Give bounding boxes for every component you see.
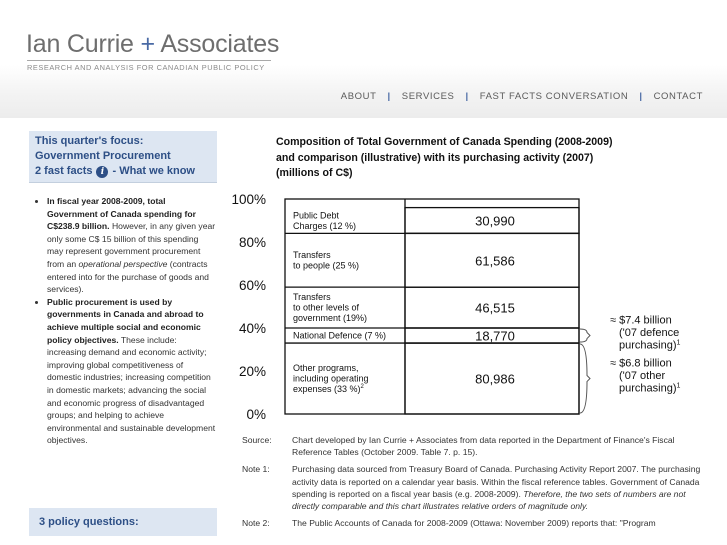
segment-label-line: including operating — [293, 373, 369, 384]
annotation-line: purchasing) — [619, 339, 677, 352]
chart-notes — [242, 434, 712, 534]
annotation-line: ≈ $6.8 billion — [610, 357, 672, 370]
y-tick-label: 20% — [238, 364, 266, 379]
annotation-text — [610, 358, 680, 395]
main-nav — [341, 91, 703, 102]
segment-label-line: government (19%) — [293, 313, 368, 324]
chart-title-line: Composition of Total Government of Canada Spending (2008-2009) — [276, 136, 613, 148]
facts-list — [29, 195, 217, 447]
logo-plus: + — [140, 30, 155, 58]
segment-label-line: National Defence (7 %) — [293, 330, 387, 341]
y-tick-label: 80% — [238, 235, 266, 250]
segment-label-line: Charges (12 %) — [293, 220, 357, 231]
note-source — [242, 434, 712, 458]
note-text: The Public Accounts of Canada for 2008-2009 (Ottawa: November 2009) reports that: "Program — [292, 518, 656, 529]
note-2 — [242, 517, 712, 529]
segment-label — [293, 250, 359, 271]
annotation-line: ≈ $7.4 billion — [610, 314, 672, 327]
data-label: 30,990 — [475, 213, 515, 229]
fast-facts-suffix: - What we know — [112, 165, 195, 177]
y-tick-label: 100% — [231, 192, 266, 207]
nav-separator: | — [387, 91, 391, 102]
data-label: 80,986 — [475, 371, 515, 387]
spending-chart — [228, 188, 708, 428]
site-logo[interactable] — [26, 30, 279, 59]
footnote-marker: 1 — [676, 339, 681, 347]
note-1 — [242, 463, 712, 512]
fact-1-text: However, in any given year only some C$ 15 billion of this spending may represent government procurement from an — [47, 221, 216, 269]
footnote-marker: 1 — [676, 382, 681, 390]
list-item — [47, 296, 217, 447]
y-tick-label: 0% — [246, 407, 266, 422]
segment-label — [293, 292, 367, 323]
policy-questions-heading[interactable]: 3 policy questions: — [29, 508, 217, 536]
sidebar — [29, 131, 217, 528]
fact-2-text: These include: increasing demand and economic activity; improving global competitiveness of domestic industries; increasing competition in domestic markets; advancing the social and economic progress of disadvantaged groups; and helping to achieve environmental and sustainable development objectives. — [47, 334, 216, 446]
data-label: 18,770 — [475, 328, 515, 344]
list-item — [47, 195, 217, 296]
note-1-text: Purchasing data sourced from Treasury Board of Canada. Purchasing Activity Report 2007. The purchasing activity data is reported on a calendar year basis. Within the fiscal reference tables. Government of Canada spending is reported on a fiscal year basis (e.g. 2008-2009). — [292, 464, 701, 499]
segment-label-line: Transfers — [293, 250, 331, 261]
info-icon[interactable]: i — [96, 166, 108, 178]
segment-label-line: Public Debt — [293, 210, 340, 221]
nav-services[interactable]: SERVICES — [401, 91, 455, 102]
fact-2-bold: Public procurement is used by governments in Canada and abroad to achieve multiple social and economic policy objectives. — [47, 296, 204, 345]
note-text — [292, 463, 712, 512]
chart-title-line: (millions of C$) — [276, 167, 353, 179]
data-label: 46,515 — [475, 300, 515, 316]
annotation-brace — [580, 329, 590, 342]
logo-name: Ian Currie — [26, 30, 134, 58]
note-1-italic: Therefore, the two sets of numbers are not directly comparable and this chart illustrates relative orders of magnitude only. — [292, 488, 686, 512]
annotation-text — [610, 315, 680, 352]
nav-separator: | — [465, 91, 469, 102]
data-label: 61,586 — [475, 253, 515, 269]
fast-facts-heading — [35, 164, 211, 179]
segment-label-line: expenses (33 %) — [293, 384, 361, 395]
segment-label — [293, 210, 356, 231]
footnote-marker: 2 — [360, 384, 364, 391]
chart-title — [276, 135, 656, 182]
nav-about[interactable]: ABOUT — [340, 91, 377, 102]
fast-facts-label: 2 fast facts — [35, 165, 93, 177]
focus-box — [29, 131, 217, 183]
segment-label-line: Transfers — [293, 292, 331, 303]
logo-suffix: Associates — [160, 30, 280, 58]
note-label: Note 2: — [242, 518, 270, 529]
segment-label — [293, 331, 386, 341]
annotation-line: purchasing) — [619, 382, 677, 395]
fact-1-tail: (contracts entered into for the purchase of goods and services). — [47, 258, 209, 295]
annotation-line: ('07 defence — [619, 327, 680, 340]
chart-title-line: and comparison (illustrative) with its purchasing activity (2007) — [276, 151, 594, 164]
logo-divider — [27, 60, 271, 61]
fact-1-bold: In fiscal year 2008-2009, total Government of Canada spending for C$238.9 billion. — [47, 196, 196, 232]
site-tagline: RESEARCH AND ANALYSIS FOR CANADIAN PUBLIC POLICY — [27, 63, 265, 72]
note-label: Note 1: — [242, 464, 270, 475]
note-label: Source: — [242, 435, 272, 445]
fact-1-italic: operational perspective — [78, 258, 168, 269]
note-text: Chart developed by Ian Currie + Associates from data reported in the Department of Finance's Fiscal Reference Tables (October 2009. Table 7. p. 15). — [292, 435, 675, 458]
nav-fast-facts-conversation[interactable]: FAST FACTS CONVERSATION — [479, 91, 629, 102]
segment-label-line: to people (25 %) — [293, 260, 360, 271]
site-header — [0, 0, 727, 118]
segment-label-line: Other programs, — [293, 363, 359, 374]
nav-separator: | — [639, 91, 643, 102]
segment-label-line: to other levels of — [293, 302, 360, 313]
segment-label — [293, 363, 369, 394]
annotation-line: ('07 other — [619, 370, 666, 383]
y-tick-label: 40% — [238, 321, 266, 336]
nav-contact[interactable]: CONTACT — [653, 91, 703, 102]
y-tick-label: 60% — [238, 278, 266, 293]
focus-title: This quarter's focus: Government Procurement — [35, 135, 171, 162]
annotation-brace — [580, 344, 590, 413]
